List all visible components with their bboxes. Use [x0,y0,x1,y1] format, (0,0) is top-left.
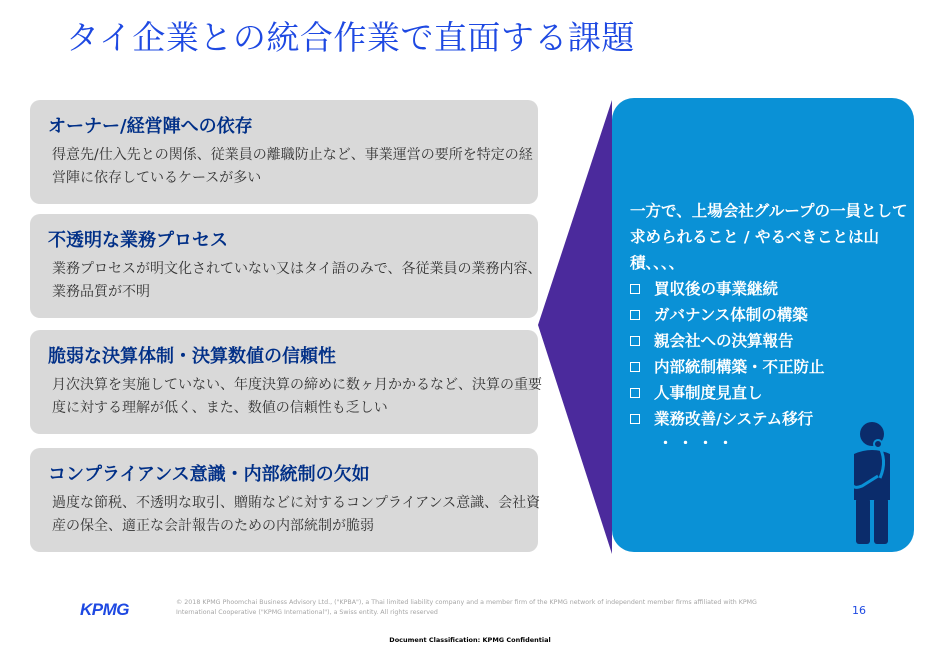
issue-title: 不透明な業務プロセス [48,230,228,251]
checkbox-icon [630,310,640,320]
requirements-panel [612,98,914,552]
requirements-list [630,276,825,432]
list-item-label: 業務改善/システム移行 [654,410,814,428]
issue-description: 得意先/仕入先との関係、従業員の離職防止など、事業運営の要所を特定の経営陣に依存しているケースが多い [52,147,533,186]
list-item-label: ガバナンス体制の構築 [654,306,808,324]
checkbox-icon [630,362,640,372]
thinking-person-icon [844,420,900,546]
list-item [630,406,825,432]
issue-title: コンプライアンス意識・内部統制の欠如 [48,464,370,485]
list-item-label: 買収後の事業継続 [654,280,779,298]
issue-box-compliance [30,448,541,552]
copyright-text: © 2018 KPMG Phoomchai Business Advisory Ltd., ("KPBA"), a Thai limited liability company and a member firm of the KPMG network of independent member firms affiliated with KPMG International Cooperative ("KPMG International"), a Swiss entity. All rights reserved [176,599,757,616]
issue-title: 脆弱な決算体制・決算数値の信頼性 [48,346,336,367]
slide-title: タイ企業との統合作業で直面する課題 [66,18,635,57]
chevron-arrow-shape [538,100,618,554]
list-item-label: 人事制度見直し [654,384,763,402]
list-item-label: 親会社への決算報告 [654,332,794,350]
list-item [630,302,825,328]
checkbox-icon [630,284,640,294]
list-item [630,276,825,302]
panel-intro-text: 一方で、上場会社グループの一員として求められること / やるべきことは山積、、、、 [630,202,908,272]
checkbox-icon [630,336,640,346]
checkbox-icon [630,388,640,398]
list-item [630,380,825,406]
issue-description: 月次決算を実施していない、年度決算の締めに数ヶ月かかるなど、決算の重要度に対する理解が低く、また、数値の信頼性も乏しい [52,377,542,416]
ellipsis-text: ・・・・ [658,434,739,452]
issue-title: オーナー/経営陣への依存 [48,116,253,137]
issue-description: 業務プロセスが明文化されていない又はタイ語のみで、各従業員の業務内容、業務品質が不明 [52,261,542,300]
page-number: 16 [852,604,866,617]
issue-description: 過度な節税、不透明な取引、贈賄などに対するコンプライアンス意識、会社資産の保全、適正な会計報告のための内部統制が脆弱 [52,495,541,534]
issue-box-owner-dependency [30,100,538,204]
issue-box-opaque-process [30,214,542,318]
list-item [630,328,825,354]
list-item-label: 内部統制構築・不正防止 [654,358,825,376]
kpmg-logo: KPMG [80,600,129,619]
issue-box-weak-closing [30,330,542,434]
list-item [630,354,825,380]
document-classification: Document Classification: KPMG Confidential [389,636,551,644]
checkbox-icon [630,414,640,424]
